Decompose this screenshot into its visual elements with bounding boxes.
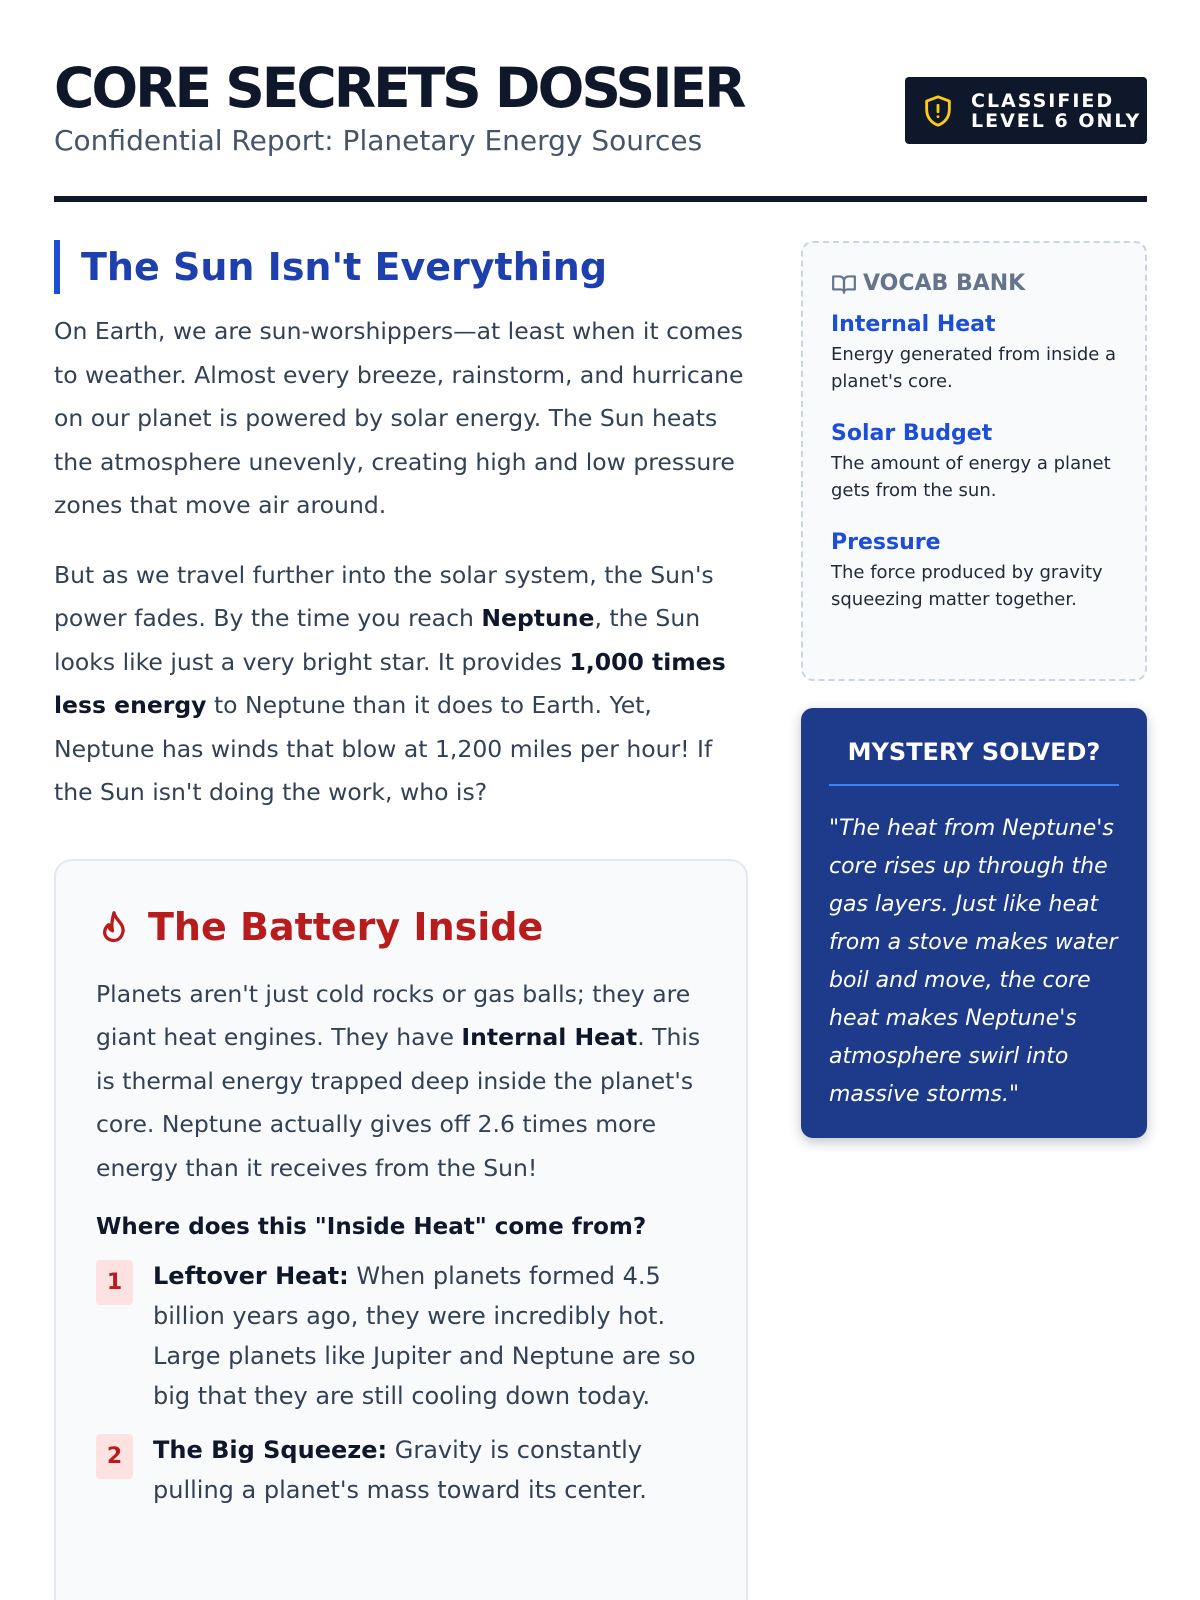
heat-source-question: Where does this "Inside Heat" come from? (96, 1214, 647, 1240)
shield-alert-icon (921, 92, 955, 130)
classified-badge (905, 77, 1147, 144)
battery-card (54, 859, 748, 1600)
bold-energy: 1,000 times less energy (54, 647, 726, 719)
book-open-icon (831, 273, 857, 295)
list-item-body: When planets formed 4.5 billion years ago, they were incredibly hot. Large planets like Jupiter and Neptune are so big that they are still cooling down today. (153, 1262, 696, 1410)
section-title-sun: The Sun Isn't Everything (54, 240, 748, 294)
list-number: 2 (96, 1434, 133, 1479)
battery-title (96, 901, 706, 953)
text-span: , the Sun looks like just a very bright star. It provides (54, 604, 701, 676)
mystery-solved-card (801, 708, 1147, 1138)
text-span: But as we travel further into the solar system, the Sun's power fades. By the time you reach (54, 560, 714, 632)
page-title: CORE SECRETS DOSSIER (54, 56, 744, 120)
battery-title-text: The Battery Inside (148, 904, 544, 949)
page-header (54, 56, 1147, 202)
vocab-definition: Energy generated from inside a planet's core. (831, 344, 1117, 392)
vocab-definition: The amount of energy a planet gets from the sun. (831, 453, 1111, 501)
page-subtitle: Confidential Report: Planetary Energy Sources (54, 124, 703, 157)
heat-source-list (96, 1260, 706, 1510)
mystery-quote: "The heat from Neptune's core rises up through the gas layers. Just like heat from a stove makes water boil and move, the core heat makes Neptune's atmosphere swirl into massive storms." (829, 816, 1118, 1107)
badge-line-1: CLASSIFIED (971, 89, 1115, 112)
mystery-divider (829, 784, 1119, 786)
list-number: 1 (96, 1260, 133, 1305)
badge-line-2: LEVEL 6 ONLY (971, 109, 1142, 132)
mystery-title: MYSTERY SOLVED? (847, 738, 1101, 766)
flame-icon (96, 908, 132, 946)
vocab-definition: The force produced by gravity squeezing matter together. (831, 562, 1103, 610)
list-item (96, 1260, 706, 1416)
vocab-term: Internal Heat (831, 312, 996, 337)
badge-text (971, 91, 1141, 131)
battery-paragraph (96, 973, 706, 1191)
text-span: Planets aren't just cold rocks or gas balls; they are giant heat engines. They have (96, 979, 691, 1051)
bold-neptune: Neptune (481, 604, 595, 632)
text-span: to Neptune than it does to Earth. Yet, Neptune has winds that blow at 1,200 miles per hour! If the Sun isn't doing the work, who is? (54, 691, 713, 806)
vocab-term: Pressure (831, 530, 941, 555)
text-span: . This is thermal energy trapped deep inside the planet's core. Neptune actually gives off 2.6 times more energy than it receives from the Sun! (96, 1023, 701, 1182)
list-item (96, 1434, 706, 1510)
list-item-body: Gravity is constantly pulling a planet's mass toward its center. (153, 1436, 647, 1504)
main-column (54, 240, 748, 1600)
vocab-term: Solar Budget (831, 421, 993, 446)
vocab-heading (831, 271, 1121, 296)
intro-paragraph-1: On Earth, we are sun-worshippers—at least when it comes to weather. Almost every breeze, rainstorm, and hurricane on our planet is powered by solar energy. The Sun heats the atmosphere unevenly, creating high and low pressure zones that move air around. (54, 317, 744, 519)
intro-paragraph-2 (54, 554, 748, 815)
list-item-text (153, 1430, 706, 1510)
bold-internal-heat: Internal Heat (461, 1023, 638, 1051)
list-item-text (153, 1256, 706, 1416)
vocab-bank (801, 241, 1147, 681)
vocab-heading-text: VOCAB BANK (863, 271, 1026, 296)
list-item-label: The Big Squeeze: (153, 1436, 388, 1464)
list-item-label: Leftover Heat: (153, 1262, 349, 1290)
